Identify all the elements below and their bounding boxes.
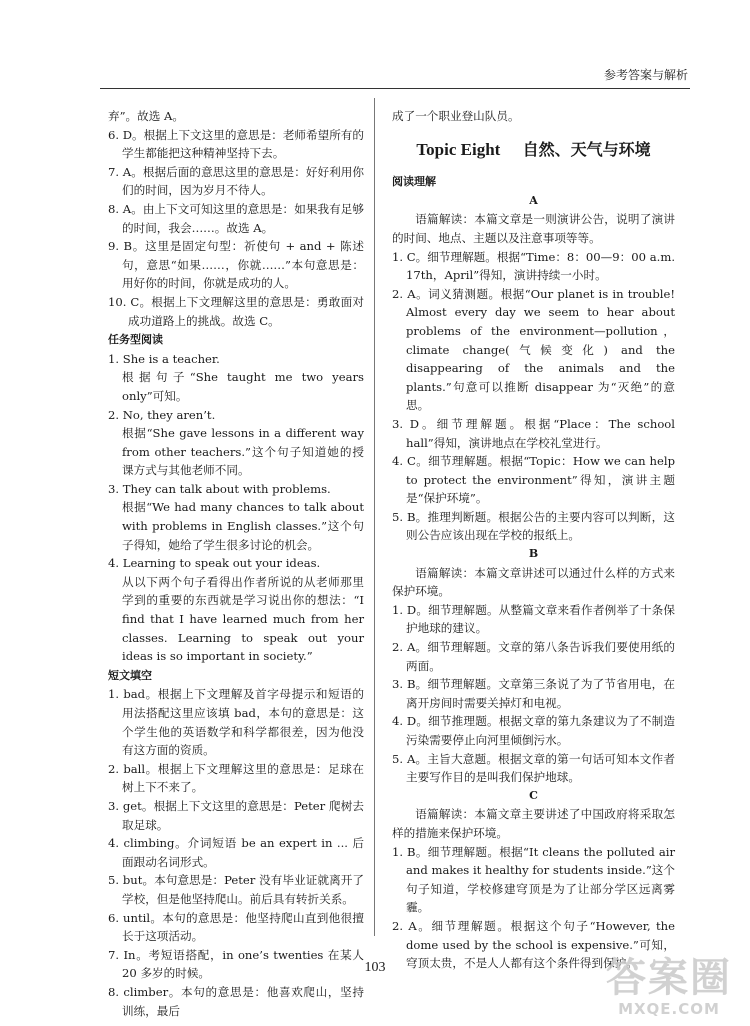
section-heading: 短文填空 bbox=[108, 668, 152, 682]
answer-explanation: 根据“She gave lessons in a different way from other teachers.”这个句子知道她的授课方式与其他老师不同。 bbox=[122, 426, 364, 478]
answer-item: 3. get。根据上下文这里的意思是：Peter 爬树去取足球。 bbox=[108, 798, 364, 832]
left-column bbox=[108, 107, 364, 1020]
answer-item: 8. climber。本句的意思是：他喜欢爬山，坚持训练，最后 bbox=[108, 984, 364, 1018]
passage-summary: 语篇解读：本篇文章讲述可以通过什么样的方式来保护环境。 bbox=[392, 565, 675, 599]
page-number: 103 bbox=[364, 960, 386, 975]
right-entries bbox=[392, 173, 675, 973]
answer-item: 4. climbing。介词短语 be an expert in ... 后面跟动名词形式。 bbox=[108, 836, 364, 869]
watermark-logo bbox=[606, 956, 732, 1018]
answer-item: 2. A。词义猜测题。根据“Our planet is in trouble! Almost every day we seem to hear about problems of the environment—pollution，climate change(气候变化) and the disappearing of the animals and the plants.”句意可以推断 disappear 为“灭绝”的意思。 bbox=[392, 286, 675, 413]
answer-item: 2. ball。根据上下文理解这里的意思是：足球在树上下不来了。 bbox=[108, 761, 364, 795]
continuation-text: 弃”。故选 A。 bbox=[108, 109, 184, 123]
section-heading: 阅读理解 bbox=[392, 175, 436, 189]
answer-item: 1. C。细节理解题。根据“Time：8：00—9：00 a.m. 17th，April”得知，演讲持续一小时。 bbox=[392, 249, 675, 283]
answer-item: 1. B。细节理解题。根据“It cleans the polluted air and makes it healthy for students inside.”这个句子知道，学校修建穹顶是为了让部分学区远离雾霾。 bbox=[392, 844, 675, 915]
right-continuation: 成了一个职业登山队员。 bbox=[392, 109, 520, 123]
watermark-text: 答案圈 bbox=[606, 955, 732, 1001]
answer-item: 1. bad。根据上下文理解及首字母提示和短语的用法搭配这里应该填 bad，本句的意思是：这个学生他的英语数学和科学都很差，因为他没有这方面的资质。 bbox=[108, 687, 364, 758]
answer-item: 5. B。推理判断题。根据公告的主要内容可以判断，这则公告应该出现在学校的报纸上。 bbox=[392, 509, 675, 543]
answer-item: 3. D。细节理解题。根据“Place：The school hall”得知，演讲地点在学校礼堂进行。 bbox=[392, 416, 675, 450]
topic-heading bbox=[392, 141, 675, 160]
answer-item: 3. They can talk about with problems. bbox=[108, 481, 331, 496]
right-column bbox=[392, 107, 675, 973]
answer-item: 2. A。细节理解题。根据这个句子“However, the dome used by the school is expensive.”可知，穹顶太贵，不是人人都有这个条件得到保护。 bbox=[392, 918, 675, 971]
watermark-url: MXQE.COM bbox=[618, 1000, 720, 1018]
passage-summary: 语篇解读：本篇文章是一则演讲公告，说明了演讲的时间、地点、主题以及注意事项等等。 bbox=[392, 212, 675, 245]
answer-item: 4. C。细节理解题。根据“Topic：How we can help to protect the environment”得知，演讲主题是“保护环境”。 bbox=[392, 454, 675, 506]
subsection-label: C bbox=[529, 788, 538, 802]
answer-item: 4. D。细节推理题。根据文章的第九条建议为了不制造污染需要停止向河里倾倒污水。 bbox=[392, 714, 675, 747]
answer-item: 7. In。考短语搭配，in one’s twenties 在某人 20 多岁的时候。 bbox=[108, 947, 364, 981]
passage-summary: 语篇解读：本篇文章主要讲述了中国政府将采取怎样的措施来保护环境。 bbox=[392, 807, 675, 840]
answer-explanation: 根据句子“She taught me two years only”可知。 bbox=[122, 370, 364, 403]
answer-item: 6. D。根据上下文这里的意思是：老师希望所有的学生都能把这种精神坚持下去。 bbox=[108, 127, 364, 161]
running-header: 参考答案与解析 bbox=[603, 68, 688, 82]
answer-item: 5. but。本句意思是：Peter 没有毕业证就离开了学校，但是他坚持爬山。前后具有转折关系。 bbox=[108, 873, 364, 906]
answer-explanation: 从以下两个句子看得出作者所说的从老师那里学到的重要的东西就是学习说出你的想法：“I find that I have learned much from her classes. Learning to speak out your ideas is so important in society.” bbox=[122, 574, 364, 664]
answer-item: 10. C。根据上下文理解这里的意思是：勇敢面对成功道路上的挑战。故选 C。 bbox=[108, 294, 364, 328]
answer-item: 2. No, they aren’t. bbox=[108, 407, 216, 422]
header-rule bbox=[100, 88, 690, 89]
answer-item: 6. until。本句的意思是：他坚持爬山直到他很擅长于这项活动。 bbox=[108, 910, 364, 944]
topic-title-zh: 自然、天气与环境 bbox=[522, 139, 651, 159]
answer-item: 9. B。这里是固定句型：祈使句 + and + 陈述句，意思“如果……，你就……”本句意思是：用好你的时间，你就是成功的人。 bbox=[108, 239, 364, 291]
subsection-label: A bbox=[529, 193, 538, 207]
answer-item: 1. She is a teacher. bbox=[108, 351, 220, 366]
answer-explanation: 根据“We had many chances to talk about with problems in English classes.”这个句子得知，她给了学生很多讨论的机会。 bbox=[122, 500, 364, 552]
answer-item: 8. A。由上下文可知这里的意思是：如果我有足够的时间，我会……。故选 A。 bbox=[108, 201, 364, 235]
answer-item: 3. B。细节理解题。文章第三条说了为了节省用电，在离开房间时需要关掉灯和电视。 bbox=[392, 677, 675, 710]
subsection-label: B bbox=[528, 547, 539, 561]
answer-item: 2. A。细节理解题。文章的第八条告诉我们要使用纸的两面。 bbox=[392, 640, 675, 673]
section-heading: 任务型阅读 bbox=[108, 333, 163, 347]
answer-item: 5. A。主旨大意题。根据文章的第一句话可知本文作者主要写作目的是叫我们保护地球。 bbox=[392, 751, 675, 785]
answer-item: 4. Learning to speak out your ideas. bbox=[108, 556, 321, 571]
answer-item: 7. A。根据后面的意思这里的意思是：好好利用你们的时间，因为岁月不待人。 bbox=[108, 164, 364, 198]
answer-item: 1. D。细节理解题。从整篇文章来看作者例举了十条保护地球的建议。 bbox=[392, 602, 675, 636]
topic-title-en: Topic Eight bbox=[416, 139, 501, 159]
column-divider bbox=[374, 98, 375, 936]
